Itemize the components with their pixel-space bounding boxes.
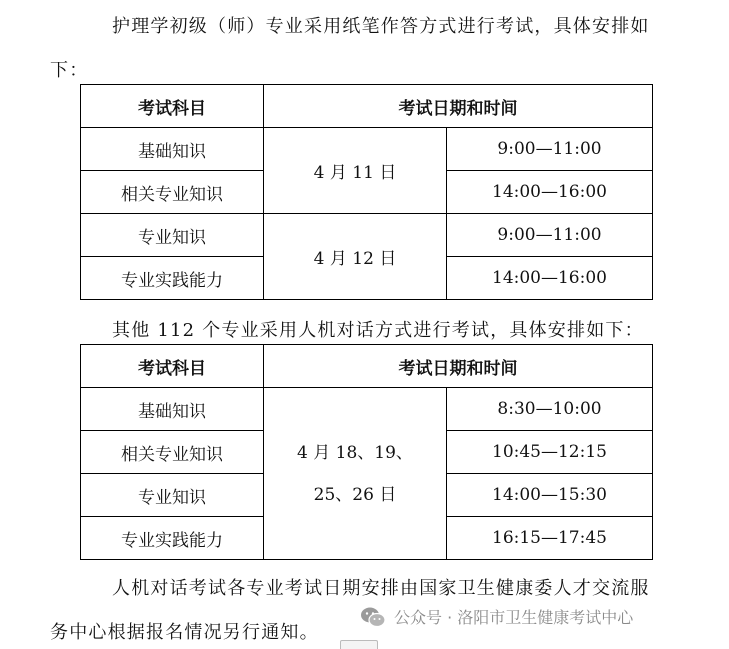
closing-line-2: 务中心根据报名情况另行通知。 xyxy=(50,622,319,643)
intro-line-2: 下： xyxy=(50,60,89,81)
subject-cell: 相关专业知识 xyxy=(81,171,264,214)
table-header-row xyxy=(81,85,653,128)
time-cell: 14:00—15:30 xyxy=(447,474,653,517)
subject-cell: 专业知识 xyxy=(81,474,264,517)
intro-line-1: 护理学初级（师）专业采用纸笔作答方式进行考试，具体安排如 xyxy=(112,16,650,37)
date-line-2: 25、26 日 xyxy=(313,484,397,505)
wechat-watermark xyxy=(360,605,633,628)
header-subject: 考试科目 xyxy=(81,345,264,388)
table-row xyxy=(81,128,653,171)
date-cell: 4 月 11 日 xyxy=(264,128,447,214)
closing-line-1: 人机对话考试各专业考试日期安排由国家卫生健康委人才交流服 xyxy=(112,578,650,599)
watermark-text: 公众号 · 洛阳市卫生健康考试中心 xyxy=(394,608,634,627)
time-cell: 16:15—17:45 xyxy=(447,517,653,560)
date-line-1: 4 月 18、19、 xyxy=(297,442,413,463)
time-cell: 10:45—12:15 xyxy=(447,431,653,474)
date-cell xyxy=(264,388,447,560)
computer-exam-schedule-table xyxy=(80,344,653,560)
table-row xyxy=(81,388,653,431)
table-header-row xyxy=(81,345,653,388)
paper-exam-schedule-table xyxy=(80,84,653,300)
subject-cell: 专业知识 xyxy=(81,214,264,257)
date-cell: 4 月 12 日 xyxy=(264,214,447,300)
time-cell: 9:00—11:00 xyxy=(447,214,653,257)
table-row xyxy=(81,214,653,257)
time-cell: 14:00—16:00 xyxy=(447,257,653,300)
wechat-icon xyxy=(360,606,386,628)
subject-cell: 专业实践能力 xyxy=(81,517,264,560)
subject-cell: 相关专业知识 xyxy=(81,431,264,474)
subject-cell: 基础知识 xyxy=(81,128,264,171)
time-cell: 14:00—16:00 xyxy=(447,171,653,214)
time-cell: 9:00—11:00 xyxy=(447,128,653,171)
header-datetime: 考试日期和时间 xyxy=(264,345,653,388)
subject-cell: 专业实践能力 xyxy=(81,257,264,300)
time-cell: 8:30—10:00 xyxy=(447,388,653,431)
middle-line: 其他 112 个专业采用人机对话方式进行考试，具体安排如下： xyxy=(112,320,644,341)
header-subject: 考试科目 xyxy=(81,85,264,128)
header-datetime: 考试日期和时间 xyxy=(264,85,653,128)
subject-cell: 基础知识 xyxy=(81,388,264,431)
